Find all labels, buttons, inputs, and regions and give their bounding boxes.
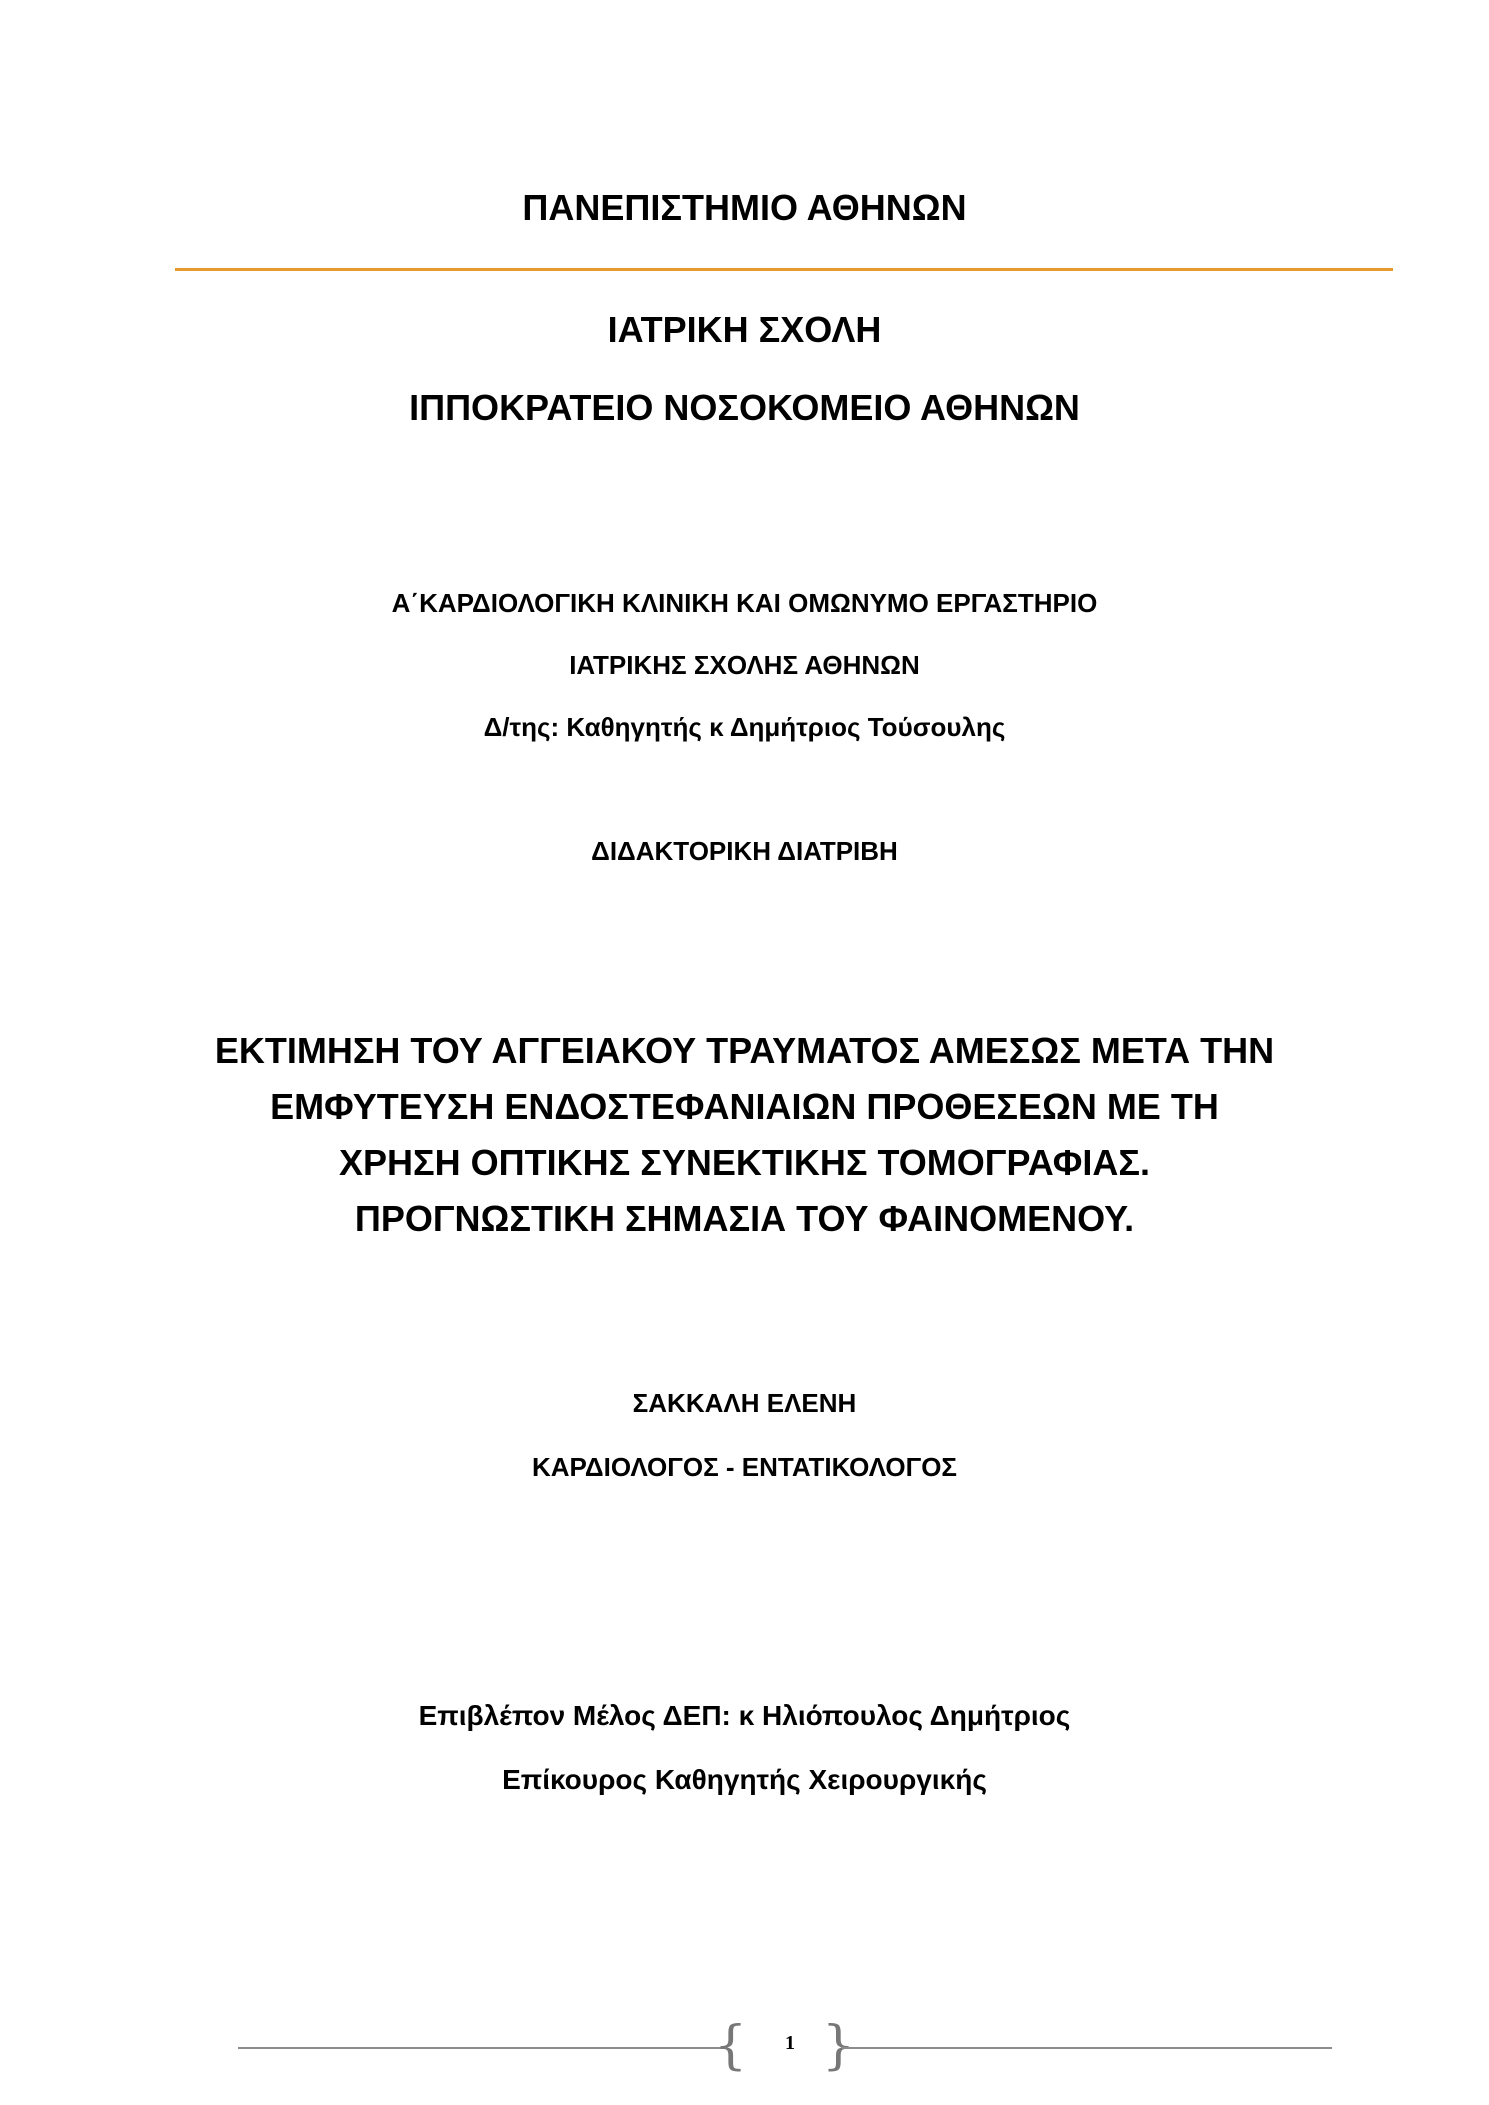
page-number: 1 — [785, 2032, 795, 2054]
supervisor-line-2: Επίκουρος Καθηγητής Χειρουργικής — [502, 1764, 987, 1795]
footer-brace-right: } — [822, 2016, 856, 2076]
university-heading: ΠΑΝΕΠΙΣΤΗΜΙΟ ΑΘΗΝΩΝ — [522, 187, 967, 228]
author-name: ΣΑΚΚΑΛΗ ΕΛΕΝΗ — [632, 1388, 857, 1418]
thesis-title-line-3: ΧΡΗΣΗ ΟΠΤΙΚΗΣ ΣΥΝΕΚΤΙΚΗΣ ΤΟΜΟΓΡΑΦΙΑΣ. — [339, 1142, 1150, 1183]
footer-line-right — [842, 2047, 1332, 2049]
orange-divider — [175, 268, 1393, 271]
supervisor-line-1: Επιβλέπον Μέλος ΔΕΠ: κ Ηλιόπουλος Δημήτριος — [418, 1700, 1071, 1731]
thesis-title-line-2: ΕΜΦΥΤΕΥΣΗ ΕΝΔΟΣΤΕΦΑΝΙΑΙΩΝ ΠΡΟΘΕΣΕΩΝ ΜΕ ΤΗ — [270, 1086, 1219, 1127]
footer-line-left — [238, 2047, 726, 2049]
footer-brace-left: { — [714, 2016, 748, 2076]
clinic-director: Δ/της: Καθηγητής κ Δημήτριος Τούσουλης — [483, 712, 1006, 742]
clinic-school: ΙΑΤΡΙΚΗΣ ΣΧΟΛΗΣ ΑΘΗΝΩΝ — [569, 650, 920, 680]
author-specialty: ΚΑΡΔΙΟΛΟΓΟΣ - ΕΝΤΑΤΙΚΟΛΟΓΟΣ — [531, 1452, 958, 1482]
school-heading: ΙΑΤΡΙΚΗ ΣΧΟΛΗ — [607, 309, 882, 350]
thesis-title-line-4: ΠΡΟΓΝΩΣΤΙΚΗ ΣΗΜΑΣΙΑ ΤΟΥ ΦΑΙΝΟΜΕΝΟΥ. — [354, 1198, 1135, 1239]
thesis-title-line-1: ΕΚΤΙΜΗΣΗ ΤΟΥ ΑΓΓΕΙΑΚΟΥ ΤΡΑΥΜΑΤΟΣ ΑΜΕΣΩΣ ΜΕΤΑ ΤΗΝ — [214, 1030, 1275, 1071]
hospital-heading: ΙΠΠΟΚΡΑΤΕΙΟ ΝΟΣΟΚΟΜΕΙΟ ΑΘΗΝΩΝ — [409, 387, 1080, 428]
clinic-name: Α΄ΚΑΡΔΙΟΛΟΓΙΚΗ ΚΛΙΝΙΚΗ ΚΑΙ ΟΜΩΝΥΜΟ ΕΡΓΑΣΤΗΡΙΟ — [391, 588, 1098, 618]
document-type: ΔΙΔΑΚΤΟΡΙΚΗ ΔΙΑΤΡΙΒΗ — [591, 836, 898, 866]
